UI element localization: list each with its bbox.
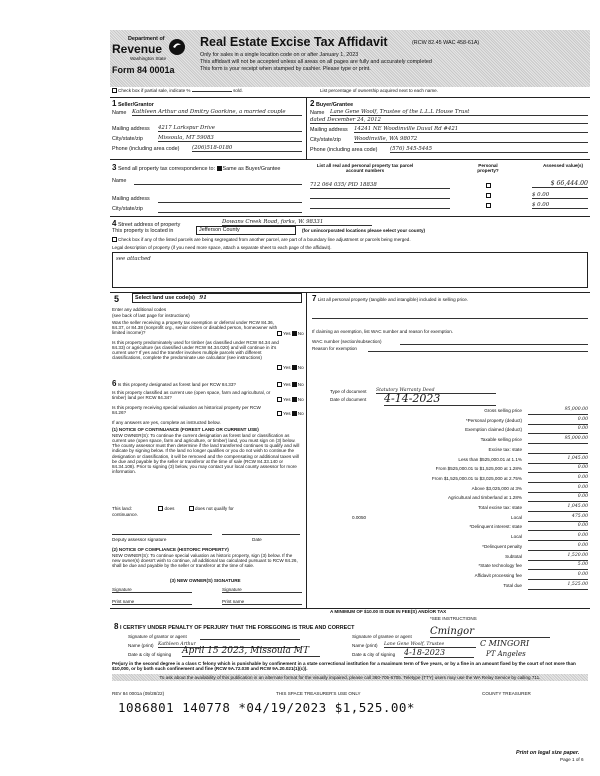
dept-line1: Department of [128, 36, 165, 42]
section3-mail-field[interactable] [158, 202, 302, 203]
tax-row-value[interactable]: 1,520.00 [528, 553, 588, 561]
tax-row-value[interactable]: 0.00 [528, 523, 588, 531]
assessor-signature-field[interactable] [112, 534, 212, 535]
divider [110, 97, 590, 98]
q-current-use: Is this property classified as current use (open space, farm and agricultural, or timber) land per RCW 84.34? [112, 390, 271, 401]
legal-description-box[interactable] [112, 252, 588, 288]
tax-row [312, 416, 588, 426]
buyer-city[interactable]: Woodinville, WA 98072 [354, 136, 588, 143]
legal-description-label: Legal description of property (if you need more space, attach a separate sheet to each page of the affidavit). [112, 245, 332, 250]
tax-row-label: Less than $525,000.01 at 1.1% [458, 456, 522, 462]
tax-row-label: Excise tax: state [488, 446, 522, 452]
q-special-valuation: Is this property receiving special valuation as historical property per RCW 84.26? [112, 405, 261, 416]
same-as-buyer-checkbox[interactable] [217, 166, 222, 171]
section3-name-label: Name [112, 178, 127, 184]
tax-row-value[interactable]: 1,045.00 [528, 504, 588, 512]
tax-row-value[interactable]: 0.00 [528, 494, 588, 502]
print-name-label: Print name [112, 599, 135, 604]
tax-row-value[interactable]: 0.00 [528, 572, 588, 580]
segregated-checkbox[interactable] [112, 237, 117, 242]
tax-table [312, 406, 588, 592]
tax-row [312, 435, 588, 445]
buyer-phone[interactable]: (576) 545-5445 [390, 146, 588, 153]
alt-format-notice: To ask about the availability of this publication in an alternate format for the visually impaired, please call 360-705-6705. Teletype (TTY) users may use the WA Relay Service by calling 711. [112, 674, 588, 681]
assessed-value[interactable]: $ 66,444.00 [532, 180, 588, 188]
q-exemption-answer: Yes No [277, 331, 304, 336]
assessor-date-field[interactable] [222, 534, 300, 535]
grantor-name[interactable]: Kathleen Arthur [158, 642, 300, 648]
personal-property-checkbox[interactable] [486, 193, 491, 198]
doc-date-label: Date of document [330, 397, 367, 402]
no-checkbox[interactable] [292, 411, 297, 416]
grantor-date[interactable]: April 15 2023, Missoula MT [182, 646, 320, 657]
exemption-label: If claiming an exemption, list WAC number and reason for exemption. [312, 329, 454, 334]
tax-row-value[interactable]: 1,525.00 [528, 582, 588, 590]
county-treasurer-label: COUNTY TREASURER [482, 691, 531, 696]
land-use-code: 91 [199, 295, 207, 301]
tax-row-label: *State technology fee [478, 563, 522, 569]
dept-brand: Revenue [112, 42, 163, 56]
no-checkbox[interactable] [292, 365, 297, 370]
tax-row [312, 493, 588, 503]
notice1-body: NEW OWNER(S): To continue the current designation as forest land or classification as current use (open space, farm and agriculture, or timber) land, you must sign on (3) below. The county assessor must then determine if the land transferred continues to qualify and will indicate by signing below. If the land no longer qualifies or you do not wish to continue the designation or classification, it will be removed and the compensating or additional taxes will be due and payable by the seller or transferor at the time of sale (RCW 84.33.140 or 84.34.108). Prior to signing (3) below, you may contact your local county assessor for more information. [112, 433, 300, 474]
rcw-ref: (RCW 82.45 WAC 458-61A) [412, 40, 480, 46]
if-yes-note: If any answers are yes, complete as instructed below. [112, 420, 221, 425]
tax-row-label: From $1,525,000.01 to $3,025,000 at 2.75% [431, 475, 522, 481]
tax-row [312, 406, 588, 416]
tax-row-value[interactable]: 0.00 [528, 475, 588, 483]
grantor-signature-label: Signature of grantor or agent [128, 634, 187, 639]
see-instructions-note: *SEE INSTRUCTIONS [430, 616, 477, 621]
tax-row-value[interactable]: 475.00 [528, 514, 588, 522]
tax-row-label: Total due [503, 582, 522, 588]
reason-field[interactable] [368, 351, 588, 352]
tax-row-value[interactable]: 95,000.00 [528, 407, 588, 415]
buyer-name-1[interactable]: Lane Gene Woolf, Trustee of the L.L.L House Trust [330, 109, 588, 116]
q-forest: 6 Is this property designated as forest land per RCW 84.33? [112, 379, 236, 388]
new-owner-signature-field[interactable] [112, 592, 192, 593]
county-note: (for unincorporated locations please select your county) [302, 228, 426, 233]
grantor-date-label: Date & city of signing [128, 652, 172, 657]
tax-row-label: Gross selling price [484, 408, 522, 413]
signature-label: Signature [112, 587, 132, 592]
q-special-answer: Yes No [277, 411, 304, 416]
pct-ownership-note: List percentage of ownership acquired next to each name. [320, 88, 438, 93]
tax-row [312, 522, 588, 532]
revenue-swoosh-icon [168, 38, 186, 56]
tax-row [312, 503, 588, 513]
property-street[interactable]: Dowans Creek Road, forks, W. 98331 [222, 219, 372, 226]
divider [110, 216, 590, 217]
tax-row [312, 455, 588, 465]
q-exemption: Was the seller receiving a property tax exemption or deferral under RCW 84.36, 84.37, or 84.38 (nonprofit org., senior citizen or disabled person, homeowner with limited income)? [112, 320, 278, 336]
tax-row-value[interactable]: 0.00 [528, 543, 588, 551]
additional-codes-label: Enter any additional codes [112, 307, 167, 312]
see-back-note: (see back of last page for instructions) [112, 313, 190, 318]
assessor-signature-label: Deputy assessor signature [112, 537, 167, 542]
tax-row [312, 425, 588, 435]
form-number: Form 84 0001a [112, 65, 175, 75]
tax-row-label: Subtotal [505, 553, 522, 559]
tax-row-label: Agricultural and timberland at 1.28% [447, 495, 522, 501]
no-checkbox[interactable] [292, 382, 297, 387]
this-land-row: This land: does does not qualify for [112, 506, 234, 511]
yes-checkbox[interactable] [277, 382, 282, 387]
section5-num: 5 [114, 294, 120, 304]
signature-label: Signature [222, 587, 242, 592]
tax-row [312, 484, 588, 494]
tax-row-label: Affidavit processing fee [474, 572, 522, 578]
does-checkbox[interactable] [158, 506, 163, 511]
tax-row [312, 542, 588, 552]
doc-type-value[interactable]: Statutory Warranty Deed [376, 388, 496, 394]
assessed-value[interactable]: $ 0.00 [532, 192, 588, 199]
local-rate: 0.0050 [352, 514, 367, 520]
section3-city-field[interactable] [158, 212, 302, 213]
land-use-select[interactable]: Select land use code(s) 91 [132, 293, 302, 303]
grantee-name[interactable]: Lane Gene Woolf, Trustee [384, 642, 476, 648]
grantee-city: PT Angeles [486, 650, 526, 658]
section3-name-field[interactable] [134, 184, 302, 185]
doc-type-label: Type of document [330, 389, 367, 394]
county-label: This property is located in [112, 228, 174, 234]
grantee-signature-label: Signature of grantee or agent [352, 634, 412, 639]
personal-property-label: 7 List all personal property (tangible and intangible) included in selling price. [312, 294, 469, 303]
dor-logo [112, 36, 188, 80]
dept-state: Washington State [130, 56, 167, 61]
tax-row-label: Above $3,025,000 at 3% [471, 485, 522, 491]
tax-row [312, 581, 588, 591]
tax-row-label: *Delinquent penalty [482, 543, 522, 549]
seller-heading: 1 Seller/Grantor [112, 99, 154, 108]
tax-row-value[interactable] [528, 446, 588, 454]
parcel-header: List all real and personal property tax parcel account numbers [316, 163, 414, 174]
county-select[interactable]: Jefferson County [196, 226, 296, 235]
seller-mail-label: Mailing address [112, 126, 150, 132]
seller-mail[interactable]: 4217 Larkspur Drive [158, 125, 302, 132]
notice2-title: (2) NOTICE OF COMPLIANCE (HISTORIC PROPERTY) [112, 547, 229, 552]
street-row: 4 Street address of property [112, 219, 181, 228]
grantee-date-label: Date & city of signing [352, 652, 396, 657]
no-checkbox[interactable] [292, 331, 297, 336]
tax-row [312, 552, 588, 562]
personal-property-field[interactable] [312, 318, 588, 319]
segregated-row: Check box if any of the listed parcels are being segregated from another parcel, are part of a boundary line adjustment or parcels being merged. [112, 237, 411, 242]
partial-sale-checkbox[interactable] [112, 88, 117, 93]
assessor-date-label: Date [252, 537, 262, 542]
does-not-checkbox[interactable] [189, 506, 194, 511]
tax-row-value[interactable]: 0.00 [528, 426, 588, 434]
legal-description-value: see attached [116, 256, 151, 262]
section3-mail-label: Mailing address [112, 196, 150, 202]
personal-property-header: Personal property? [477, 163, 499, 174]
treasurer-receipt: 1086801 140778 *04/19/2023 $1,525.00* [118, 700, 415, 715]
grantee-name-label: Name (print) [352, 643, 378, 648]
tax-row [312, 445, 588, 455]
tax-row-value[interactable]: 0.00 [528, 533, 588, 541]
grantee-signature[interactable]: Cmingor [430, 626, 550, 638]
seller-city-label: City/state/zip [112, 136, 143, 142]
seller-name-label: Name [112, 110, 127, 116]
buyer-phone-label: Phone (including area code) [310, 147, 378, 153]
grantee-agent-name: C MINGORI [480, 639, 530, 648]
tax-row [312, 513, 588, 523]
yes-checkbox[interactable] [277, 331, 282, 336]
treasurer-use-label: THIS SPACE TREASURER'S USE ONLY [276, 691, 361, 696]
tax-row [312, 474, 588, 484]
divider [306, 97, 307, 159]
print-legal-note: Print on legal size paper. [516, 750, 580, 756]
print-name-field[interactable] [222, 604, 302, 605]
page-number: Page 1 of 6 [560, 757, 584, 762]
yes-checkbox[interactable] [277, 397, 282, 402]
grantor-name-label: Name (print) [128, 643, 154, 648]
doc-date-value[interactable]: 4-14-2023 [384, 392, 496, 406]
tax-row-label: *Personal property (deduct) [465, 417, 522, 423]
wac-field[interactable] [400, 344, 588, 345]
tax-row [312, 571, 588, 581]
tax-row-label: *Delinquent interest: state [469, 524, 522, 530]
seller-city[interactable]: Missoula, MT 59083 [158, 135, 302, 142]
section3-city-label: City/state/zip [112, 206, 143, 212]
notice2-body: NEW OWNER(S): To continue special valuation as historic property, sign (3) below. If the new owner(s) doesn't wish to continue, all additional tax calculated pursuant to RCW 84.26, shall be due and payable by the seller or transferor at the time of sale. [112, 553, 298, 569]
parcel-number[interactable] [310, 198, 450, 199]
parcel-number[interactable] [310, 208, 450, 209]
tax-row-label: Total excise tax: state [478, 505, 522, 510]
q-timber: Is this property predominately used for timber (as classified under RCW 84.34 and 84.33) or agriculture (as classified under RCW 84.34.020) and will continue in it's current use? If yes and the transfer involves multiple parcels with different classifications, complete the predominate use calculator (see instructions) [112, 340, 279, 361]
tax-row-label: Taxable selling price [480, 437, 522, 443]
q-forest-answer: Yes No [277, 382, 304, 387]
tax-row-label: Local [511, 534, 522, 540]
assessed-value-header: Assessed value(s) [542, 163, 584, 168]
tax-row-value[interactable]: 0.00 [528, 465, 588, 473]
section3-label: 3 Send all property tax correspondence to: Same as Buyer/Grantee [112, 163, 281, 172]
buyer-name-label: Name [310, 110, 325, 116]
print-name-field[interactable] [112, 604, 192, 605]
buyer-mail-label: Mailing address [310, 127, 348, 133]
buyer-heading: 2 Buyer/Grantee [310, 99, 354, 108]
personal-property-checkbox[interactable] [486, 203, 491, 208]
rev-number: REV 84 0001a (09/28/22) [112, 691, 165, 696]
header-line2: This affidavit will not be accepted unless all areas on all pages are fully and accurately completed [200, 59, 432, 65]
grantor-signature-field[interactable] [200, 639, 300, 640]
new-owner-signature-title: (3) NEW OWNER(S) SIGNATURE [170, 578, 241, 583]
notice1-title: (1) NOTICE OF CONTINUANCE (FOREST LAND OR CURRENT USE) [112, 427, 259, 432]
buyer-city-label: City/state/zip [310, 137, 341, 143]
tax-row-value[interactable]: 0.00 [528, 417, 588, 425]
parcel-number[interactable]: 712 064 035/ PID 18838 [310, 182, 450, 189]
q-current-use-answer: Yes No [277, 397, 304, 402]
tax-row-label: Exemption claimed (deduct) [465, 427, 522, 433]
no-checkbox[interactable] [292, 397, 297, 402]
minimum-due-note: A MINIMUM OF $10.00 IS DUE IN FEE(S) AND/OR TAX [330, 609, 447, 614]
header-line3: This form is your receipt when stamped by cashier. Please type or print. [200, 66, 371, 72]
header-line1: Only for sales in a single location code on or after January 1, 2023 [200, 52, 359, 58]
seller-phone[interactable]: (206)518-0180 [192, 145, 302, 152]
tax-row-value[interactable]: 1,045.00 [528, 456, 588, 464]
tax-row [312, 561, 588, 571]
grantee-date[interactable]: 4-18-2023 [404, 648, 474, 658]
seller-name[interactable]: Kathleen Arthur and Dmitry Goorkine, a married couple [132, 109, 302, 116]
yes-checkbox[interactable] [277, 411, 282, 416]
q-timber-answer: Yes No [277, 365, 304, 370]
tax-row [312, 532, 588, 542]
wac-label: WAC number (section/subsection) [312, 339, 382, 344]
certify-row: 8 I CERTIFY UNDER PENALTY OF PERJURY THAT THE FOREGOING IS TRUE AND CORRECT [114, 622, 355, 631]
print-name-label: Print name [222, 599, 245, 604]
divider [110, 608, 590, 609]
form-title: Real Estate Excise Tax Affidavit [200, 35, 388, 49]
continuance-label: continuance. [112, 512, 139, 517]
tax-row-label: From $525,000.01 to $1,525,000 at 1.28% [435, 466, 522, 472]
divider [306, 292, 307, 608]
buyer-name-2[interactable]: dated December 24, 2012 [310, 117, 588, 124]
tax-row-label: Local [511, 514, 522, 520]
tax-row-value[interactable]: 5.00 [528, 562, 588, 570]
perjury-notice: Perjury in the second degree is a class C felony which is punishable by confinement in a state correctional institution for a maximum term of five years, or by a fine in an amount fixed by the court of not more than $10,000, or by both such confinement and fine (RCW 9A.72.030 and RCW 9A.20.021(1)(c)). [112, 661, 576, 672]
buyer-mail[interactable]: 14241 NE Woodinville Duval Rd #421 [354, 126, 588, 133]
assessed-value[interactable]: $ 0.00 [532, 202, 588, 209]
reason-label: Reason for exemption [312, 346, 357, 351]
new-owner-signature-field[interactable] [222, 592, 302, 593]
yes-checkbox[interactable] [277, 365, 282, 370]
partial-sale-row: Check box if partial sale, indicate % sold. [112, 88, 243, 93]
tax-row-value[interactable]: 95,000.00 [528, 436, 588, 444]
tax-row-value[interactable]: 0.00 [528, 485, 588, 493]
tax-row [312, 464, 588, 474]
divider [110, 159, 590, 160]
personal-property-checkbox[interactable] [486, 183, 491, 188]
seller-phone-label: Phone (including area code) [112, 146, 180, 152]
